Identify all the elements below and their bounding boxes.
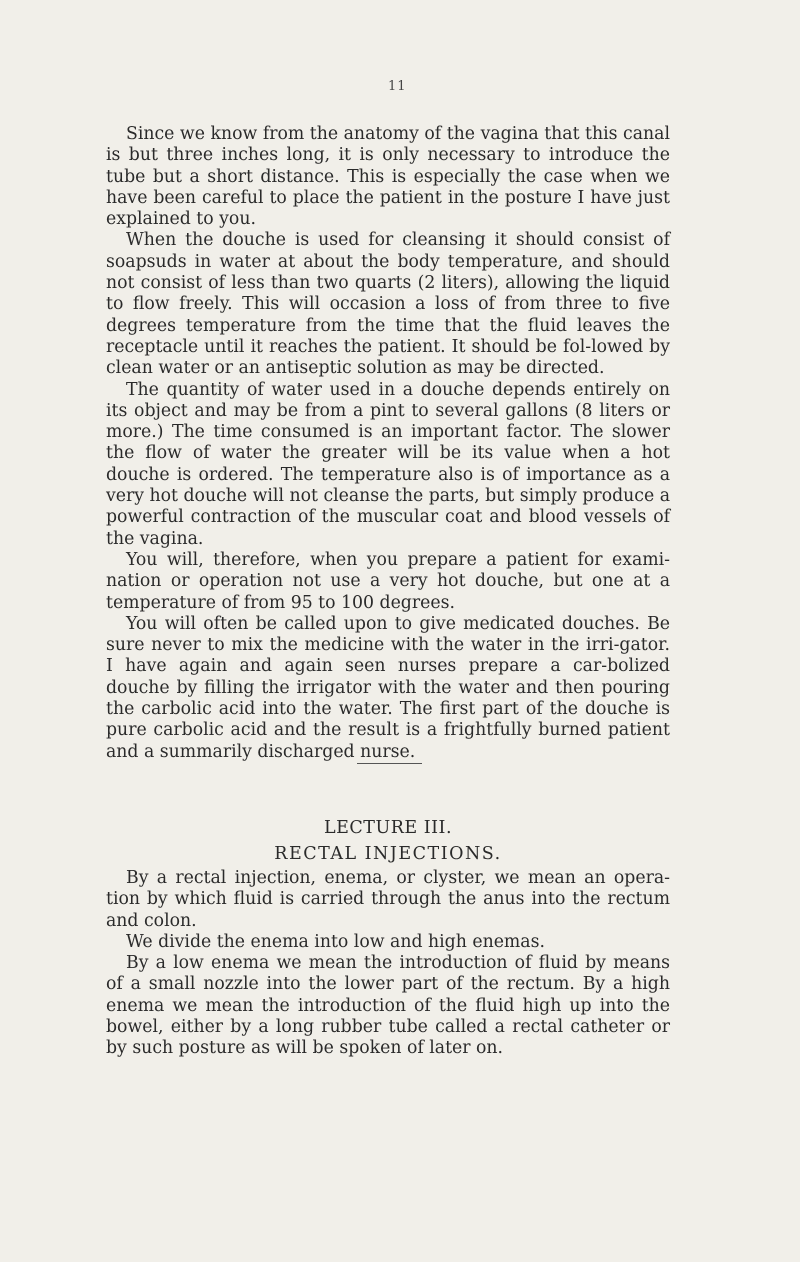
paragraph: When the douche is used for cleansing it should consist of soapsuds in water at about the body temperature, and should not consist of less than two quarts (2 liters), allowing the liquid to flow freely. This will occasion a loss of from three to five degrees temperature from the time that the fluid leaves the receptacle until it reaches the patient. It should be fol-lowed by clean water or an antiseptic solution as may be directed.	[106, 230, 670, 379]
paragraph: You will, therefore, when you prepare a patient for exami-nation or operation not use a very hot douche, but one at a temperature of from 95 to 100 degrees.	[106, 549, 670, 613]
paragraph: By a rectal injection, enema, or clyster, we mean an opera-tion by which fluid is carried through the anus into the rectum and colon.	[106, 868, 670, 931]
rectal-injections-section	[106, 868, 670, 1060]
paragraph: The quantity of water used in a douche depends entirely on its object and may be from a pint to several gallons (8 liters or more.) The time consumed is an important factor. The slower the flow of water the greater will be its value when a hot douche is ordered. The temperature also is of importance as a very hot douche will not cleanse the parts, but simply produce a powerful contraction of the muscular coat and blood vessels of the vagina.	[106, 379, 670, 549]
section-divider	[357, 763, 422, 764]
page-number: 11	[388, 79, 407, 94]
lecture-heading: LECTURE III.	[323, 818, 453, 838]
douche-section	[106, 124, 670, 763]
paragraph: We divide the enema into low and high enemas.	[126, 931, 545, 952]
section-heading: RECTAL INJECTIONS.	[274, 844, 502, 864]
paragraph: You will often be called upon to give medicated douches. Be sure never to mix the medicine with the water in the irri-gator. I have again and again seen nurses prepare a car-bolized douche by filling the irrigator with the water and then pouring the carbolic acid into the water. The first part of the douche is pure carbolic acid and the result is a frightfully burned patient and a summarily discharged nurse.	[106, 613, 670, 762]
paragraph: Since we know from the anatomy of the vagina that this canal is but three inches long, it is only necessary to introduce the tube but a short distance. This is especially the case when we have been careful to place the patient in the posture I have just explained to you.	[106, 124, 670, 230]
paragraph: By a low enema we mean the introduction of fluid by means of a small nozzle into the lower part of the rectum. By a high enema we mean the introduction of the fluid high up into the bowel, either by a long rubber tube called a rectal catheter or by such posture as will be spoken of later on.	[106, 953, 670, 1059]
